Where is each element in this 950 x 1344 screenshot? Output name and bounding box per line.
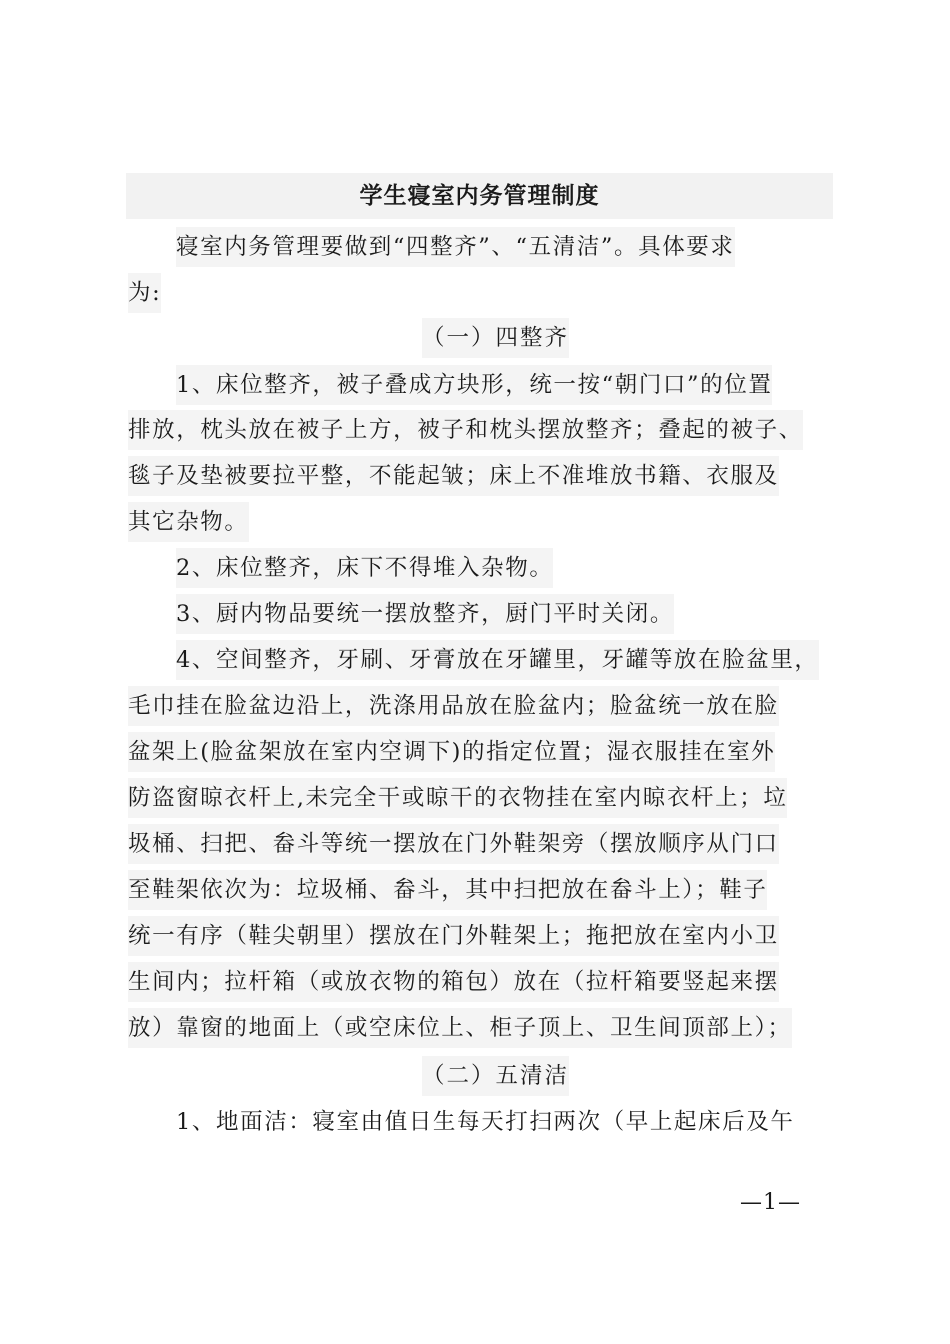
body-line: 毛巾挂在脸盆边沿上，洗涤用品放在脸盆内；脸盆统一放在脸 bbox=[128, 686, 779, 726]
body-line: 生间内；拉杆箱（或放衣物的箱包）放在（拉杆箱要竖起来摆 bbox=[128, 962, 779, 1002]
body-line: 圾桶、扫把、畚斗等统一摆放在门外鞋架旁（摆放顺序从门口 bbox=[128, 824, 779, 864]
body-line: 毯子及垫被要拉平整，不能起皱；床上不准堆放书籍、衣服及 bbox=[128, 456, 779, 496]
intro-line: 寝室内务管理要做到“四整齐”、“五清洁”。具体要求 bbox=[176, 227, 735, 267]
body-line: 4、空间整齐，牙刷、牙膏放在牙罐里，牙罐等放在脸盆里， bbox=[176, 640, 819, 680]
section-heading-five-clean: （二）五清洁 bbox=[422, 1056, 569, 1096]
body-line: 3、厨内物品要统一摆放整齐，厨门平时关闭。 bbox=[176, 594, 674, 634]
document-title: 学生寝室内务管理制度 bbox=[126, 173, 833, 219]
body-line: 排放，枕头放在被子上方，被子和枕头摆放整齐；叠起的被子、 bbox=[128, 410, 803, 450]
body-line: 至鞋架依次为：垃圾桶、畚斗，其中扫把放在畚斗上）；鞋子 bbox=[128, 870, 767, 910]
body-line: 2、床位整齐，床下不得堆入杂物。 bbox=[176, 548, 553, 588]
body-line: 防盗窗晾衣杆上,未完全干或晾干的衣物挂在室内晾衣杆上；垃 bbox=[128, 778, 787, 818]
body-line: 1、地面洁：寝室由值日生每天打扫两次（早上起床后及午 bbox=[176, 1109, 795, 1135]
intro-line: 为: bbox=[128, 273, 161, 313]
body-line: 放）靠窗的地面上（或空床位上、柜子顶上、卫生间顶部上）； bbox=[128, 1008, 792, 1048]
body-line: 盆架上(脸盆架放在室内空调下)的指定位置；湿衣服挂在室外 bbox=[128, 732, 775, 772]
body-line: 其它杂物。 bbox=[128, 502, 249, 542]
body-line: 1、床位整齐，被子叠成方块形，统一按“朝门口”的位置 bbox=[176, 365, 772, 405]
page-number: —1— bbox=[740, 1190, 801, 1215]
body-line: 统一有序（鞋尖朝里）摆放在门外鞋架上；拖把放在室内小卫 bbox=[128, 916, 779, 956]
section-heading-four-neat: （一）四整齐 bbox=[422, 318, 569, 358]
